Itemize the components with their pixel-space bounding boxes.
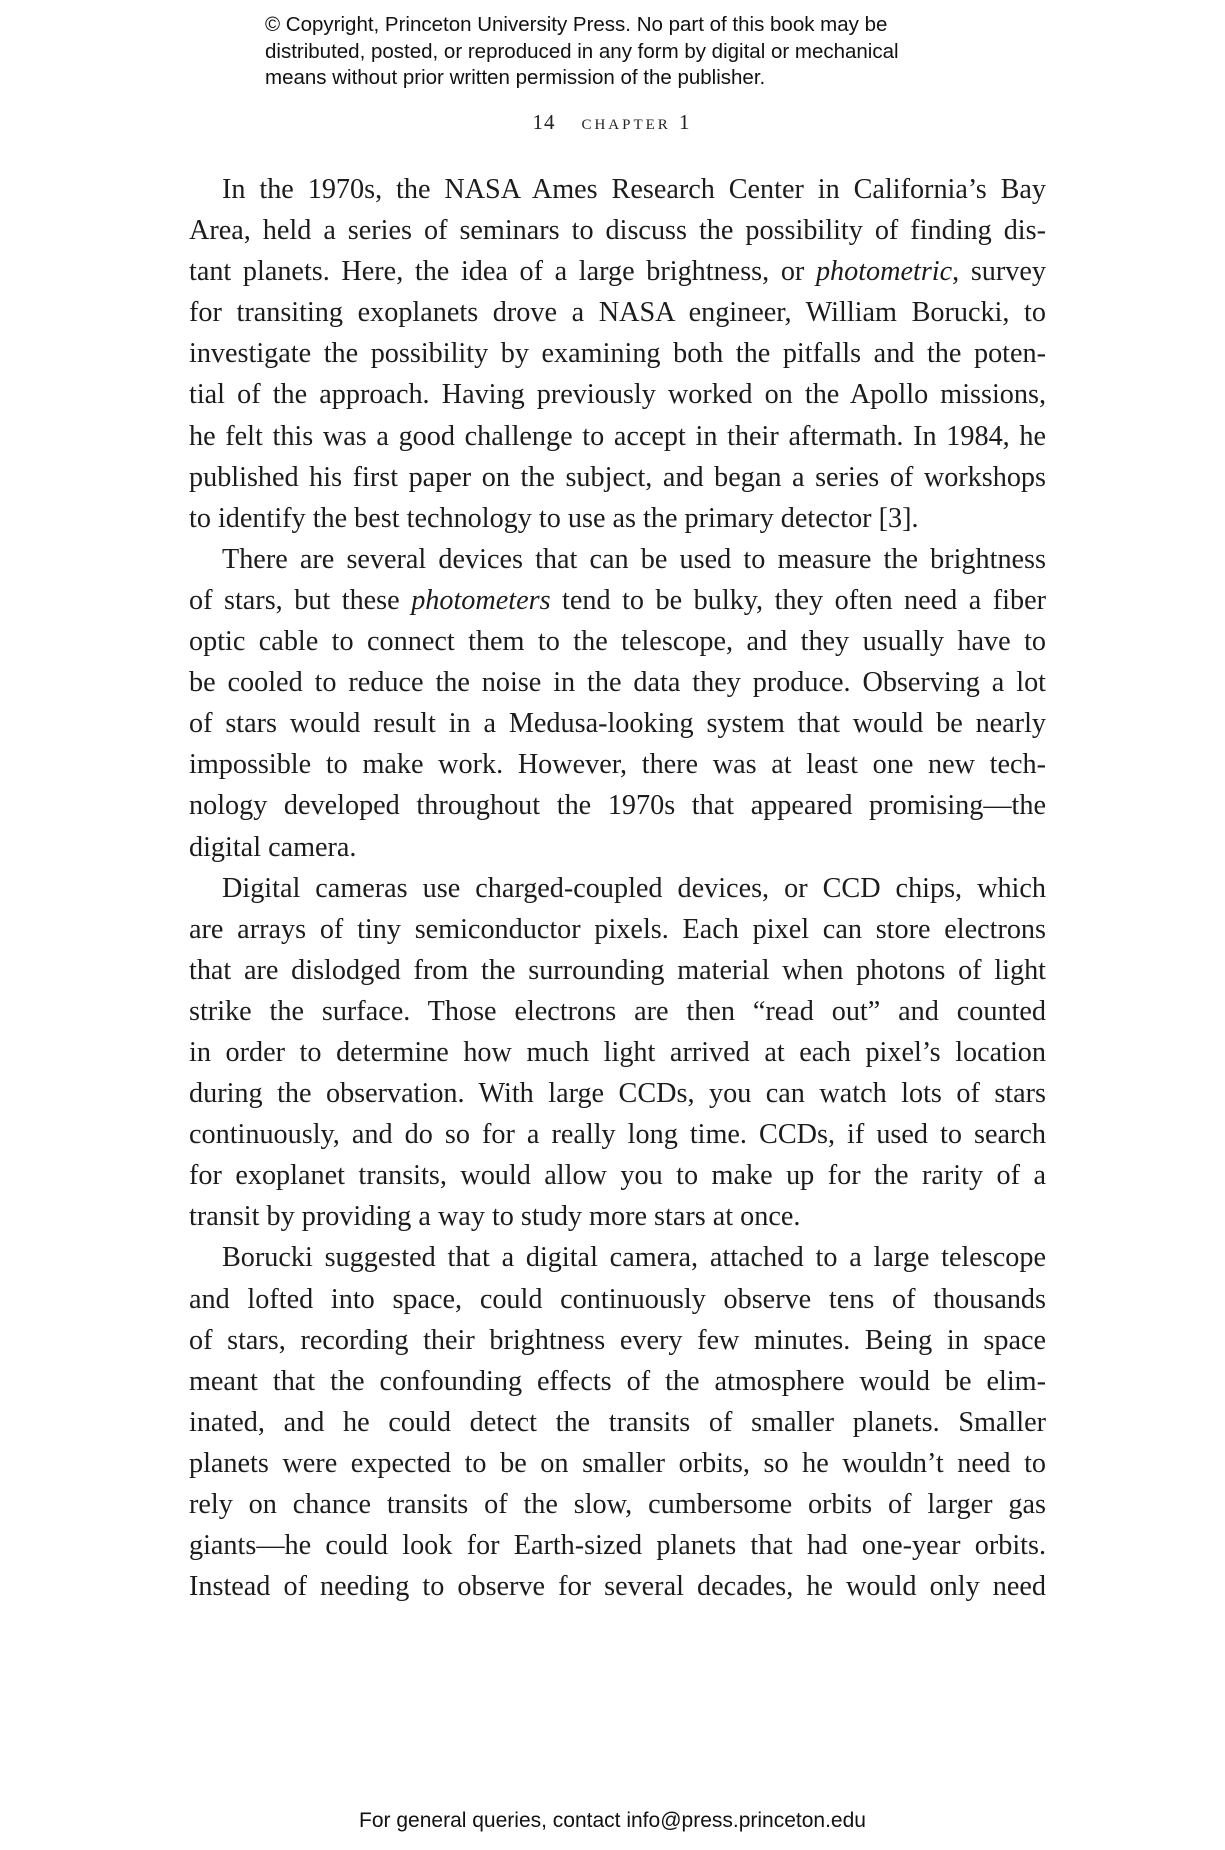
text-line: meant that the confounding effects of the atmosphere would be elim-	[189, 1365, 1046, 1397]
text-line: inated, and he could detect the transits of smaller planets. Smaller	[189, 1406, 1046, 1438]
text-line: planets were expected to be on smaller orbits, so he wouldn’t need to	[189, 1447, 1046, 1479]
text-line: investigate the possibility by examining both the pitfalls and the poten-	[189, 338, 1046, 370]
paragraph	[189, 868, 1046, 1238]
paragraph	[189, 169, 1046, 539]
body-text	[189, 169, 1046, 1607]
text-line: to identify the best technology to use as the primary detector [3].	[189, 502, 919, 534]
text-line: are arrays of tiny semiconductor pixels. Each pixel can store electrons	[189, 913, 1046, 945]
text-line: Digital cameras use charged-coupled devices, or CCD chips, which	[222, 872, 1046, 904]
paragraph	[189, 539, 1046, 868]
footer-contact: For general queries, contact info@press.princeton.edu	[359, 1809, 866, 1832]
text-line: tant planets. Here, the idea of a large brightness, or photometric, survey	[189, 256, 1046, 288]
chapter-label: chapter 1	[581, 110, 693, 134]
italic-term: photometers	[411, 584, 551, 616]
text-line: and lofted into space, could continuously observe tens of thousands	[189, 1283, 1046, 1315]
text-line: In the 1970s, the NASA Ames Research Center in California’s Bay	[222, 174, 1046, 205]
text-line: for exoplanet transits, would allow you to make up for the rarity of a	[189, 1160, 1046, 1192]
copyright-notice	[265, 12, 1005, 92]
text-line: in order to determine how much light arrived at each pixel’s location	[189, 1036, 1046, 1068]
text-line: transit by providing a way to study more stars at once.	[189, 1201, 801, 1233]
text-line: rely on chance transits of the slow, cumbersome orbits of larger gas	[189, 1489, 1046, 1520]
text-line: giants—he could look for Earth-sized planets that had one-year orbits.	[189, 1530, 1046, 1562]
text-line: he felt this was a good challenge to accept in their aftermath. In 1984, he	[189, 420, 1046, 452]
copyright-line: © Copyright, Princeton University Press. No part of this book may be	[265, 13, 888, 36]
page-number: 14	[532, 110, 556, 134]
text-line: impossible to make work. However, there was at least one new tech-	[189, 749, 1046, 781]
text-line: Instead of needing to observe for several decades, he would only need	[189, 1571, 1046, 1603]
text-line: of stars would result in a Medusa-looking system that would be nearly	[189, 708, 1046, 740]
text-line: of stars, recording their brightness every few minutes. Being in space	[189, 1324, 1046, 1356]
text-line: nology developed throughout the 1970s that appeared promising—the	[189, 790, 1046, 822]
italic-term: photometric	[815, 256, 953, 288]
text-line: continuously, and do so for a really long time. CCDs, if used to search	[189, 1119, 1046, 1151]
text-line: published his first paper on the subject, and began a series of workshops	[189, 461, 1046, 493]
text-line: be cooled to reduce the noise in the data they produce. Observing a lot	[189, 667, 1046, 699]
copyright-line: means without prior written permission of the publisher.	[265, 66, 766, 89]
text-line: There are several devices that can be used to measure the brightness	[222, 543, 1046, 575]
text-line: tial of the approach. Having previously worked on the Apollo missions,	[189, 379, 1046, 411]
text-line: Area, held a series of seminars to discuss the possibility of finding dis-	[189, 215, 1046, 247]
text-line: of stars, but these photometers tend to be bulky, they often need a fiber	[189, 584, 1047, 616]
text-line: for transiting exoplanets drove a NASA engineer, William Borucki, to	[189, 297, 1046, 329]
text-line: optic cable to connect them to the telescope, and they usually have to	[189, 626, 1046, 658]
text-line: digital camera.	[189, 831, 357, 863]
paragraph	[189, 1237, 1046, 1607]
text-line: during the observation. With large CCDs, you can watch lots of stars	[189, 1078, 1046, 1110]
text-line: that are dislodged from the surrounding material when photons of light	[189, 954, 1046, 986]
text-line: Borucki suggested that a digital camera, attached to a large telescope	[222, 1242, 1046, 1274]
running-head	[0, 110, 1225, 135]
text-line: strike the surface. Those electrons are then “read out” and counted	[189, 995, 1046, 1027]
copyright-line: distributed, posted, or reproduced in any form by digital or mechanical	[265, 39, 899, 63]
